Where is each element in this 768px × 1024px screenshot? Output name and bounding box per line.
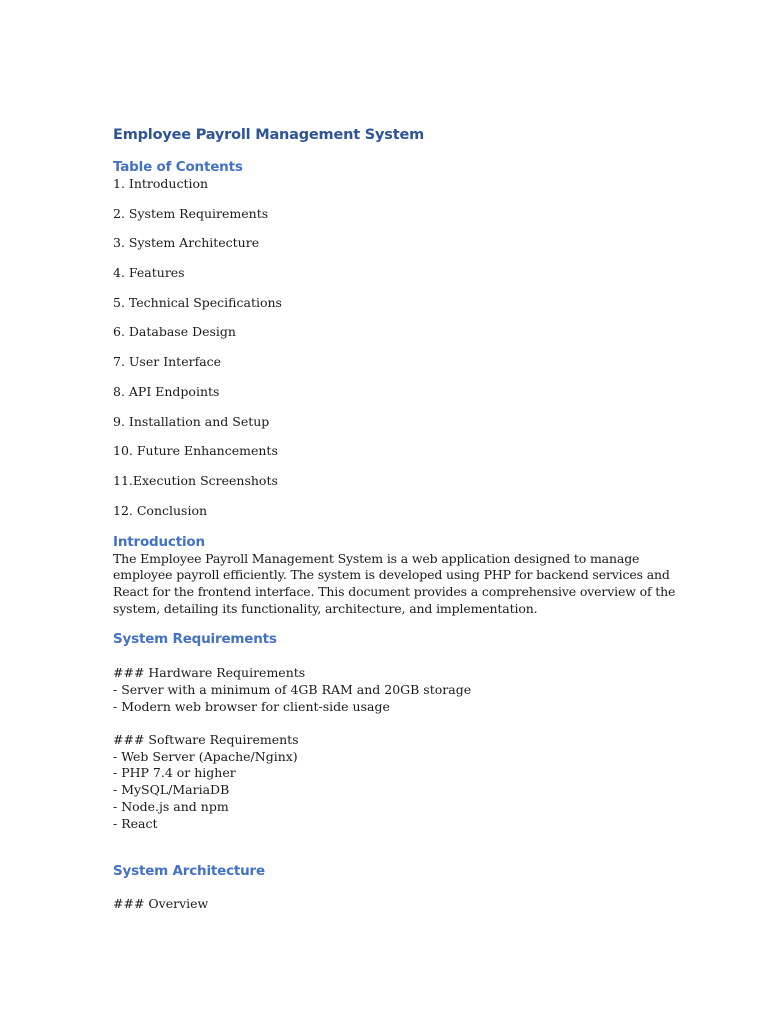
toc-item-system-requirements: 2. System Requirements	[113, 205, 269, 221]
introduction-heading: Introduction	[113, 533, 205, 550]
toc-item-technical-specifications: 5. Technical Specifications	[113, 294, 282, 310]
software-requirement-item: - Web Server (Apache/Nginx)	[113, 748, 298, 764]
toc-item-system-architecture: 3. System Architecture	[113, 235, 260, 251]
toc-heading: Table of Contents	[113, 159, 243, 175]
table-of-contents	[113, 176, 663, 519]
introduction-line: The Employee Payroll Management System is a web application designed to manage	[113, 550, 640, 566]
document-title: Employee Payroll Management System	[113, 127, 425, 143]
hardware-requirement-item: - Server with a minimum of 4GB RAM and 20GB storage	[113, 682, 472, 697]
toc-item-api-endpoints: 8. API Endpoints	[113, 383, 220, 399]
software-requirement-item: - MySQL/MariaDB	[113, 782, 230, 798]
toc-item-introduction: 1. Introduction	[113, 176, 209, 191]
hardware-requirement-item: - Modern web browser for client-side usage	[113, 698, 390, 714]
toc-item-future-enhancements: 10. Future Enhancements	[113, 443, 278, 459]
hardware-requirements-title: ### Hardware Requirements	[113, 665, 306, 681]
architecture-overview-block	[113, 896, 663, 913]
software-requirements-block	[113, 732, 663, 832]
introduction-line: React for the frontend interface. This document provides a comprehensive overview of the	[113, 583, 676, 599]
hardware-requirements-block	[113, 665, 663, 715]
toc-item-user-interface: 7. User Interface	[113, 354, 222, 370]
toc-item-database-design: 6. Database Design	[113, 324, 236, 340]
system-requirements-heading: System Requirements	[113, 631, 277, 648]
software-requirement-item: - React	[113, 815, 158, 831]
introduction-line: system, detailing its functionality, architecture, and implementation.	[113, 600, 538, 616]
toc-item-features: 4. Features	[113, 265, 185, 281]
toc-item-installation-setup: 9. Installation and Setup	[113, 413, 270, 429]
toc-item-conclusion: 12. Conclusion	[113, 502, 208, 518]
software-requirement-item: - Node.js and npm	[113, 798, 229, 814]
introduction-line: employee payroll efficiently. The system is developed using PHP for backend services and	[113, 567, 670, 583]
software-requirement-item: - PHP 7.4 or higher	[113, 765, 236, 781]
system-architecture-heading: System Architecture	[113, 863, 265, 880]
document-content	[113, 124, 676, 913]
software-requirements-title: ### Software Requirements	[113, 732, 299, 748]
toc-item-execution-screenshots: 11.Execution Screenshots	[113, 472, 278, 488]
architecture-overview-title: ### Overview	[113, 896, 209, 912]
introduction-paragraph	[113, 550, 676, 618]
